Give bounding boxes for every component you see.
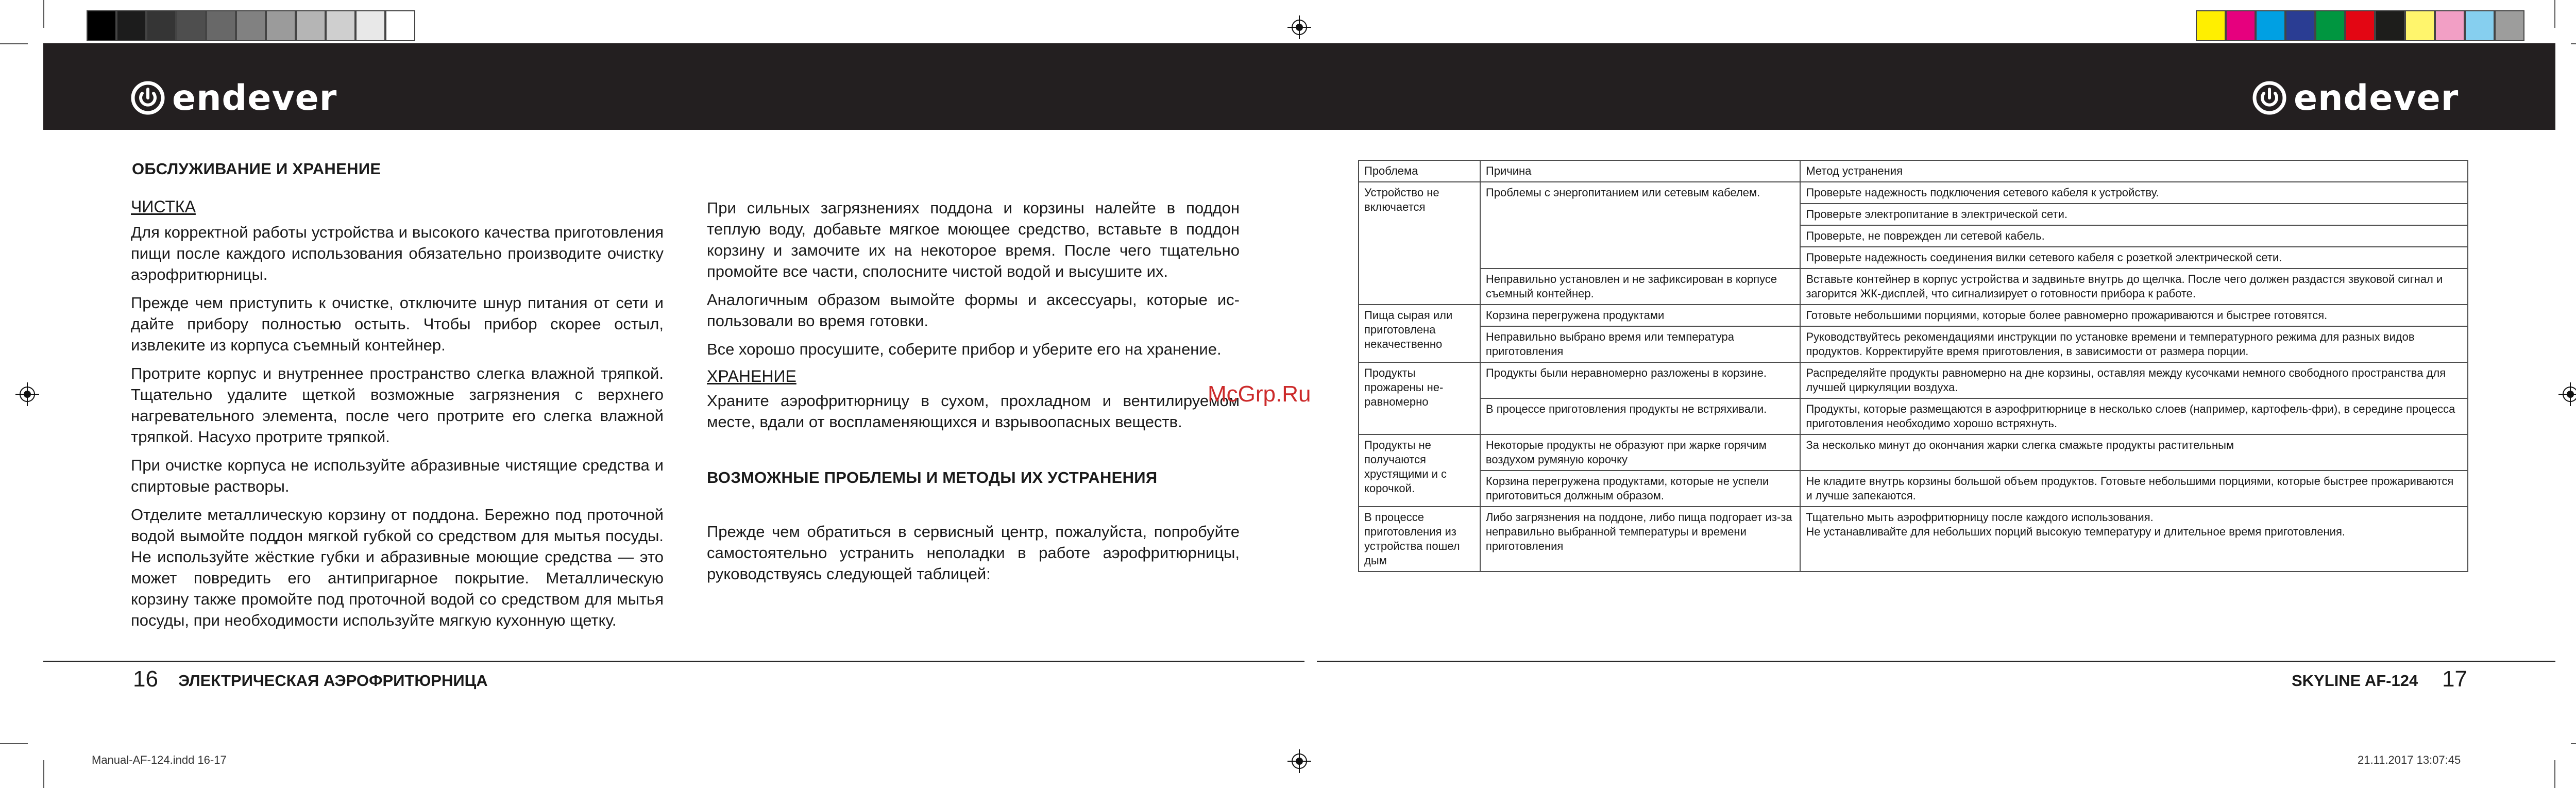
brand-name: endever — [2294, 77, 2459, 119]
color-swatch — [2315, 10, 2345, 41]
footer-title: ЭЛЕКТРИЧЕСКАЯ АЭРОФРИТЮРНИЦА — [178, 672, 488, 690]
cause-cell: Неправильно установлен и не зафиксирован в корпусе съемный контейнер. — [1480, 269, 1800, 305]
slug-date: 21.11.2017 13:07:45 — [2358, 753, 2461, 766]
color-swatch — [2465, 10, 2495, 41]
method-cell: Тщательно мыть аэрофритюрницу после каждого использования. Не устанавливайте для небольших порций высокую температуру и длительное время приготовления. — [1800, 507, 2468, 572]
table-row — [1359, 471, 2468, 507]
color-swatch — [2256, 10, 2285, 41]
cause-cell: В процессе приготовления продукты не встряхивали. — [1480, 398, 1800, 434]
method-cell: За несколько минут до окончания жарки слегка смажьте продукты растительным — [1800, 434, 2468, 471]
cleaning-text — [131, 222, 664, 631]
method-cell: Не кладите внутрь корзины большой объем продуктов. Готовьте небольшими порциями, которые быстрее прожариваются и лучше запекаются. — [1800, 471, 2468, 507]
section-title: ОБСЛУЖИВАНИЕ И ХРАНЕНИЕ — [132, 160, 381, 178]
brand-name: endever — [172, 77, 337, 119]
table-header-row — [1359, 160, 2468, 182]
header-band — [43, 43, 2555, 130]
paragraph: Аналогичным образом вымойте формы и аксессуары, которые использовали во время готовки. — [707, 291, 1240, 330]
page-number-left: 16 — [133, 666, 158, 692]
model-name: SKYLINE AF-124 — [2292, 672, 2418, 690]
table-row — [1359, 269, 2468, 305]
method-cell: Распределяйте продукты равномерно на дне корзины, оставляя между кусочками немного свободного пространства для лучшей циркуляции воздуха. — [1800, 362, 2468, 398]
method-cell: Руководствуйтесь рекомендациями инструкции по установке времени и температурного режима для разных видов продуктов. Корректируйте время приготовления, в зависимости от размера порции. — [1800, 326, 2468, 362]
cause-cell: Корзина перегружена продуктами — [1480, 305, 1800, 326]
color-swatch — [87, 10, 116, 41]
storage-paragraph: Храните аэрофритюрницу в сухом, прохладном и вентилируемом месте, вдали от воспламеняющихся и взрывоопасных веществ. — [707, 392, 1240, 431]
crop-mark — [2554, 0, 2555, 28]
problem-cell: Продукты прожарены неравномерно — [1359, 362, 1480, 434]
color-swatch — [355, 10, 385, 41]
color-swatch — [116, 10, 146, 41]
color-swatch — [236, 10, 266, 41]
color-swatch — [2345, 10, 2375, 41]
paragraph: При очистке корпуса не используйте абразивные чистящие средства и спиртовые растворы. — [131, 456, 664, 495]
color-swatch — [385, 10, 415, 41]
color-swatch — [2375, 10, 2405, 41]
table-row — [1359, 182, 2468, 204]
column-1 — [131, 197, 664, 638]
power-icon — [2252, 81, 2286, 115]
method-cell: Готовьте небольшими порциями, которые более равномерно прожариваются и быстрее готовятся. — [1800, 305, 2468, 326]
cleaning-text-continued — [707, 197, 1240, 360]
brand-logo-left — [131, 77, 337, 119]
registration-mark-icon — [1287, 749, 1311, 773]
color-swatch — [2196, 10, 2226, 41]
color-swatch — [2405, 10, 2435, 41]
color-swatch — [2226, 10, 2256, 41]
table-header: Причина — [1480, 160, 1800, 182]
color-swatch — [2495, 10, 2524, 41]
method-cell: Проверьте, не поврежден ли сетевой кабель. — [1800, 225, 2468, 247]
footer-rule-right — [1317, 661, 2555, 662]
method-cell: Проверьте надежность подключения сетевого кабеля к устройству. — [1800, 182, 2468, 204]
table-row — [1359, 305, 2468, 326]
page-number-right: 17 — [2442, 666, 2467, 692]
method-cell: Продукты, которые размещаются в аэрофритюрнице в несколько слоев (например, картофель-фри), в середине процесса приготовления необходимо хорошо встряхнуть. — [1800, 398, 2468, 434]
brand-logo-right — [2252, 77, 2459, 119]
color-swatch — [266, 10, 296, 41]
registration-mark-icon — [2558, 382, 2576, 406]
problem-cell: Устройство не включается — [1359, 182, 1480, 305]
grayscale-swatch-bar — [87, 10, 415, 41]
paragraph: Протрите корпус и внутреннее пространство слегка влажной тряпкой. Тщательно удалите щеткой возможные загрязнения с верхнего нагревательного элемента, после чего протрите его слегка влажной тряпкой. Насухо протрите тряпкой. — [131, 364, 664, 446]
crop-mark — [0, 43, 28, 44]
crop-mark — [2571, 43, 2576, 44]
table-row — [1359, 326, 2468, 362]
crop-mark — [2571, 743, 2576, 744]
column-2 — [707, 197, 1240, 592]
method-cell: Проверьте надежность соединения вилки сетевого кабеля с розеткой электрической сети. — [1800, 247, 2468, 269]
watermark: McGrp.Ru — [1208, 381, 1311, 407]
paragraph: Для корректной работы устройства и высокого качества приготовления пищи после каждого использования обязательно производите очистку аэрофритюрницы. — [131, 223, 664, 283]
subtitle-storage: ХРАНЕНИЕ — [707, 367, 796, 385]
cause-cell: Продукты были неравномерно разложены в корзине. — [1480, 362, 1800, 398]
cause-cell: Неправильно выбрано время или температура приготовления — [1480, 326, 1800, 362]
table-row — [1359, 434, 2468, 471]
color-swatch — [326, 10, 355, 41]
table-row — [1359, 398, 2468, 434]
problem-cell: Пища сырая или приготовлена некачественно — [1359, 305, 1480, 362]
table-row — [1359, 362, 2468, 398]
problems-intro: Прежде чем обратиться в сервисный центр, пожалуйста, попробуйте самостоятельно устранить неполадки в работе аэрофритюрницы, руководствуясь следующей таблицей: — [707, 523, 1240, 583]
crop-mark — [2554, 760, 2555, 788]
table-row — [1359, 507, 2468, 572]
registration-mark-icon — [1287, 15, 1311, 39]
method-cell: Проверьте электропитание в электрической сети. — [1800, 204, 2468, 225]
slug-file: Manual-AF-124.indd 16-17 — [92, 753, 227, 766]
crop-mark — [0, 743, 28, 744]
table-header: Метод устранения — [1800, 160, 2468, 182]
color-swatch — [146, 10, 176, 41]
problem-cell: В процессе приготовления из устройства пошел дым — [1359, 507, 1480, 572]
footer-rule-left — [43, 661, 1304, 662]
color-swatch — [176, 10, 206, 41]
problems-title: ВОЗМОЖНЫЕ ПРОБЛЕМЫ И МЕТОДЫ ИХ УСТРАНЕНИЯ — [707, 468, 1158, 487]
troubleshooting-table — [1358, 160, 2468, 572]
cause-cell: Некоторые продукты не образуют при жарке горячим воздухом румяную корочку — [1480, 434, 1800, 471]
problem-cell: Продукты не получаются хрустящими и с корочкой. — [1359, 434, 1480, 507]
table-header: Проблема — [1359, 160, 1480, 182]
paragraph: Отделите металлическую корзину от поддона. Бережно под проточной водой вымойте поддон мягкой губкой со средством для мытья посуды. Не используйте жёсткие губки и абразивные моющие средства — это может повредить его антипригарное покрытие. Металлическую корзину также промойте под проточной водой со средством для мытья посуды, при необходимости используйте мягкую кухонную щетку. — [131, 506, 664, 629]
cause-cell: Либо загрязнения на поддоне, либо пища подгорает из-за неправильно выбранной температуры и времени приготовления — [1480, 507, 1800, 572]
cause-cell: Проблемы с энергопитанием или сетевым кабелем. — [1480, 182, 1800, 269]
color-swatch — [296, 10, 326, 41]
paragraph: Все хорошо просушите, соберите прибор и уберите его на хранение. — [707, 340, 1222, 358]
color-swatch — [206, 10, 236, 41]
crop-mark — [43, 0, 44, 28]
color-swatch — [2435, 10, 2465, 41]
power-icon — [131, 81, 165, 115]
crop-mark — [43, 760, 44, 788]
registration-mark-icon — [15, 382, 39, 406]
subtitle-cleaning: ЧИСТКА — [131, 197, 196, 216]
paragraph: При сильных загрязнениях поддона и корзины налейте в поддон теплую воду, добавьте мягкое моющее средство, вставьте в поддон корзину и замочите их на некоторое время. После чего тщательно промойте все части, сполосните чистой водой и высушите их. — [707, 199, 1240, 280]
cause-cell: Корзина перегружена продуктами, которые не успели приготовиться должным образом. — [1480, 471, 1800, 507]
paragraph: Прежде чем приступить к очистке, отключите шнур питания от сети и дайте прибору полностью остыть. Чтобы прибор скорее остыл, извлеките из корпуса съемный контейнер. — [131, 294, 664, 354]
method-cell: Вставьте контейнер в корпус устройства и задвиньте внутрь до щелчка. После чего должен раздастся звуковой сигнал и загорится ЖК-дисплей, что сигнализирует о готовности прибора к работе. — [1800, 269, 2468, 305]
color-swatch — [2285, 10, 2315, 41]
color-swatch-bar — [2196, 10, 2524, 41]
